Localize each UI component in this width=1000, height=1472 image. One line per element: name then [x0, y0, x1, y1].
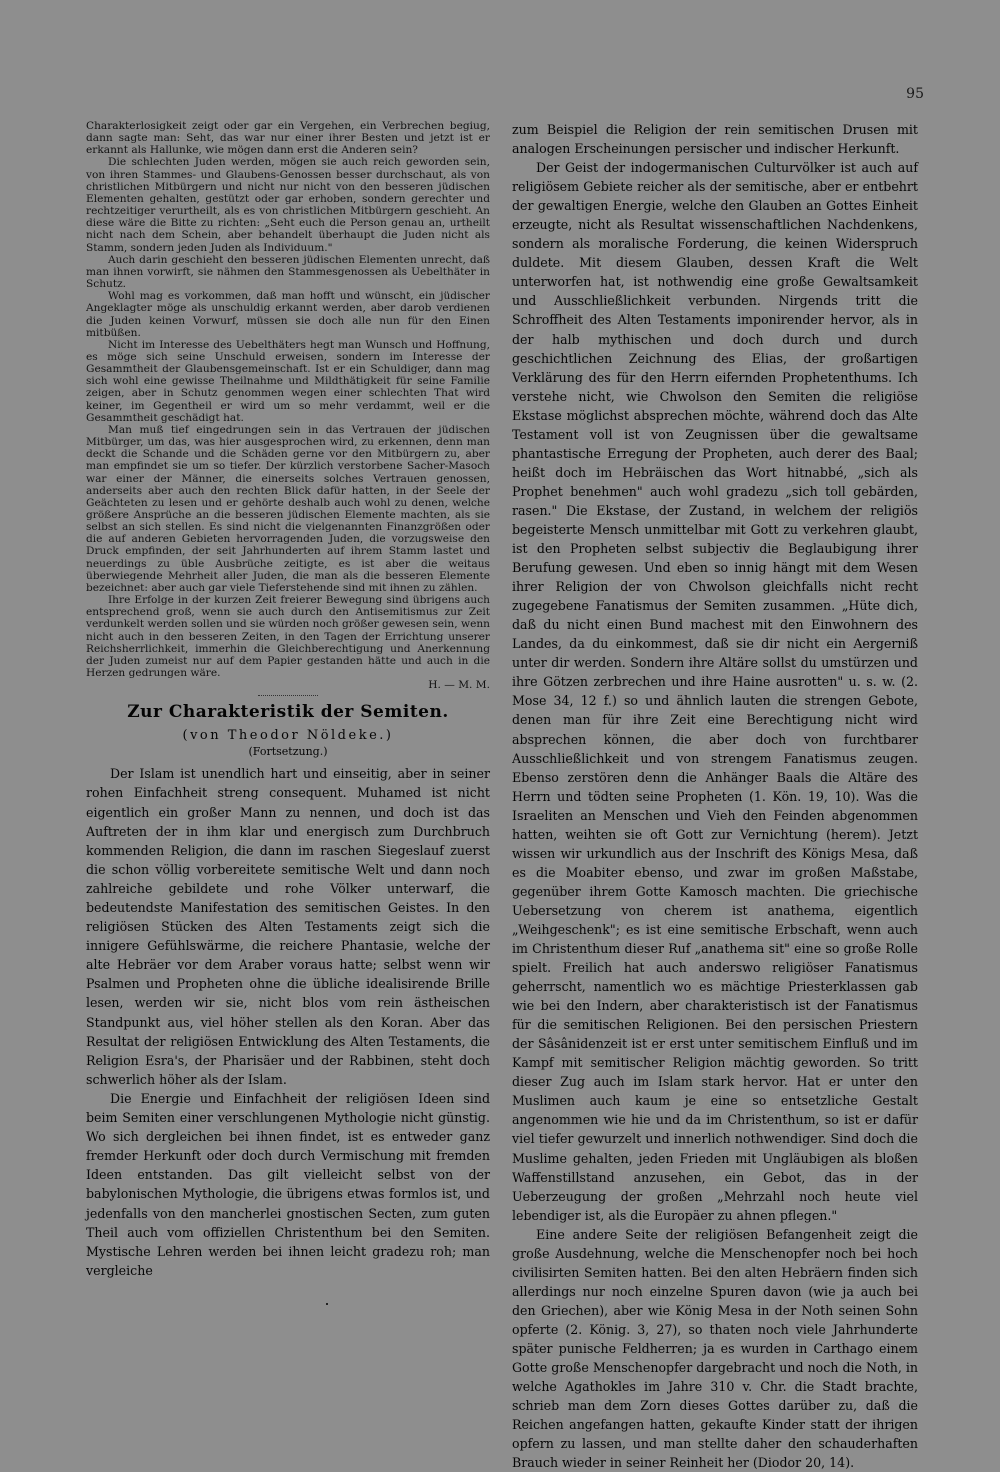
- author-signature: H. — M. M.: [428, 679, 490, 692]
- article-byline: (von Theodor Nöldeke.): [182, 728, 394, 744]
- article-title: Zur Charakteristik der Semiten.: [127, 702, 449, 723]
- section-divider: [258, 695, 318, 696]
- paragraph: Die Energie und Einfachheit der religiösen Ideen sind beim Semiten einer verschlungenen Mythologie nicht günstig. Wo sich dergleichen bei ihnen findet, ist es entweder ganz fremder Herkunft oder doch durch Vermischung mit fremden Ideen entstanden. Das gilt vielleicht selbst von der babylonischen Mythologie, die übrigens etwas formlos ist, und jedenfalls von den mancherlei gnostischen Secten, zum guten Theil auch vom offiziellen Christenthum bei den Semiten. Mystische Lehren werden bei ihnen leicht gradezu roh; man vergleiche: [86, 1090, 490, 1278]
- paragraph: Der Geist der indogermanischen Culturvölker ist auch auf religiösem Gebiete reicher als der semitische, aber er entbehrt der gewaltigen Energie, welche den Glauben an Gottes Einheit erzeugte, nicht als Resultat wissenschaftlichen Nachdenkens, sondern als moralische Forderung, die keinen Widerspruch duldete. Mit diesem Glauben, dessen Kraft die Welt unterworfen hat, ist nothwendig eine große Gewaltsamkeit und Ausschließlichkeit verbunden. Nirgends tritt die Schroffheit des Alten Testaments imponirender hervor, als in der halb mythischen und doch durch und durch geschichtlichen Zeichnung des Elias, der großartigen Verklärung des für den Herrn eifernden Prophetenthums. Ich verstehe nicht, wie Chwolson den Semiten die religiöse Ekstase möglichst absprechen möchte, während doch das Alte Testament voll ist von Zeugnissen über die gewaltsame phantastische Erregung der Propheten, auch derer des Baal; heißt doch im Hebräischen das Wort hitnabbé, „sich als Prophet benehmen" auch wohl gradezu „sich toll gebärden, rasen." Die Ekstase, der Zustand, in welchem der religiös begeisterte Mensch unmittelbar mit Gott zu verkehren glaubt, ist den Propheten selbst subjectiv die Beglaubigung ihrer Berufung gewesen. Und eben so innig hängt mit dem Wesen ihrer Religion der von Chwolson gleichfalls nicht recht zugegebene Fanatismus der Semiten zusammen. „Hüte dich, daß du nicht einen Bund machest mit den Einwohnern des Landes, da du einkommest, daß sie dir nicht ein Aergerniß unter dir werden. Sondern ihre Altäre sollst du umstürzen und ihre Götzen zerbrechen und ihre Haine ausrotten" u. s. w. (2. Mose 34, 12 f.) so und ähnlich lauten die strengen Gebote, denen man für ihre Zeit eine Berechtigung nicht wird absprechen können, die aber doch von furchtbarer Ausschließlichkeit und von strengem Fanatismus zeugen. Ebenso zerstören denn die Anhänger Baals die Altäre des Herrn und tödten seine Propheten (1. Kön. 19, 10). Was die Israeliten an Menschen und Vieh den Feinden abgenommen hatten, weihten sie oft Gott zur Vernichtung (herem). Jetzt wissen wir urkundlich aus der Inschrift des Königs Mesa, daß es die Moabiter ebenso, und zwar im großen Maßstabe, gegenüber ihrem Gotte Kamosch machten. Die griechische Uebersetzung von cherem ist anathema, eigentlich „Weihgeschenk"; es ist eine semitische Erbschaft, wenn auch im Christenthum dieser Ruf „anathema sit" eine so große Rolle spielt. Freilich hat auch anderswo religiöser Fanatismus geherrscht, namentlich wo es mächtige Priesterklassen gab wie bei den Indern, aber charakteristisch ist der Fanatismus für die semitischen Religionen. Bei den persischen Priestern der Sâsânidenzeit ist er erst unter semitischem Einfluß und im Kampf mit semitischer Religion mächtig geworden. So tritt dieser Zug auch im Islam stark hervor. Hat er unter den Muslimen auch kaum je eine so entsetzliche Gestalt angenommen wie hie und da im Christenthum, so ist er dafür viel tiefer gewurzelt und innerlich nothwendiger. Sind doch die Muslime gehalten, jeden Frieden mit Ungläubigen als bloßen Waffenstillstand anzusehen, ein Gebot, das in der Ueberzeugung der großen „Mehrzahl noch heute viel lebendiger ist, als die Europäer zu ahnen pflegen.": [512, 160, 918, 1223]
- left-column: [86, 120, 490, 1280]
- paragraph: Nicht im Interesse des Uebelthäters hegt man Wunsch und Hoffnung, es möge sich seine Unschuld erweisen, sondern im Interesse der Gesammtheit der Glaubensgemeinschaft. Ist er ein Schuldiger, dann mag sich wohl eine gewisse Theilnahme und Mildthätigkeit für seine Familie zeigen, aber in Schutz genommen wegen einer schlechten That wird keiner, im Gegentheil er wird um so mehr verdammt, weil er die Gesammtheit geschädigt hat.: [86, 338, 490, 424]
- paragraph: Charakterlosigkeit zeigt oder gar ein Vergehen, ein Verbrechen begiug, dann sagte man: Seht, das war nur einer ihrer Besten und jetzt ist er erkannt als Hallunke, wie mögen dann erst die Anderen sein?: [86, 120, 490, 157]
- paragraph: Ihre Erfolge in der kurzen Zeit freierer Bewegung sind übrigens auch entsprechend groß, wenn sie auch durch den Antisemitismus zur Zeit verdunkelt werden sollen und sie würden noch größer gewesen sein, wenn nicht auch in den besseren Zeiten, in den Tagen der Errichtung unserer Reichsherrlichkeit, immerhin die Gleichberechtigung und Anerkennung der Juden zumeist nur auf dem Papier gestanden hätte und auch in die Herzen gedrungen wäre.: [86, 594, 490, 680]
- page-number: 95: [906, 86, 924, 102]
- paragraph: Wohl mag es vorkommen, daß man hofft und wünscht, ein jüdischer Angeklagter möge als unschuldig erkannt werden, aber darob verdienen die Juden keinen Vorwurf, müssen sie doch alle nun für den Einen mitbüßen.: [86, 290, 490, 339]
- print-mark: [326, 1303, 328, 1305]
- paragraph: Der Islam ist unendlich hart und einseitig, aber in seiner rohen Einfachheit streng consequent. Muhamed ist nicht eigentlich ein großer Mann zu nennen, und doch ist das Auftreten der in ihm klar und energisch zum Durchbruch kommenden Religion, die dann im raschen Siegeslauf zuerst die schon völlig vorbereitete semitische Welt und dann noch zahlreiche gebildete und rohe Völker unterwarf, die bedeutendste Manifestation des semitischen Geistes. In den religiösen Stücken des Alten Testaments zeigt sich die innigere Gefühlswärme, die reichere Phantasie, welche der alte Hebräer vor dem Araber voraus hatte; selbst wenn wir Psalmen und Propheten ohne die übliche idealisirende Brille lesen, werden wir sie, nicht blos vom rein ästheischen Standpunkt aus, viel höher stellen als den Koran. Aber das Resultat der religiösen Entwicklung des Alten Testaments, die Religion Esra's, der Pharisäer und der Rabbinen, steht doch schwerlich höher als der Islam.: [86, 766, 490, 1087]
- right-column: [512, 120, 918, 1472]
- paragraph: Man muß tief eingedrungen sein in das Vertrauen der jüdischen Mitbürger, um das, was hier ausgesprochen wird, zu erkennen, denn man deckt die Schande und die Schäden gerne vor den Mitbürgern zu, aber man empfindet sie um so tiefer. Der kürzlich verstorbene Sacher-Masoch war einer der Männer, die einerseits solches Vertrauen genossen, anderseits aber auch den rechten Blick dafür hatten, in der Seele der Geächteten zu lesen und er gehörte deshalb auch wohl zu denen, welche größere Ansprüche an die besseren jüdischen Elemente machten, als sie selbst an sich stellen. Es sind nicht die vielgenannten Finanzgrößen oder die auf anderen Gebieten hervorragenden Juden, die vorzugsweise den Druck empfinden, der seit Jahrhunderten auf ihrem Stamm lastet und neuerdings zu üble Ausbrüche zeitigte, es ist aber die weitaus überwiegende Mehrheit aller Juden, die man als die besseren Elemente bezeichnet: aber auch gar viele Tieferstehende sind mit ihnen zu zählen.: [86, 423, 490, 594]
- paragraph: Eine andere Seite der religiösen Befangenheit zeigt die große Ausdehnung, welche die Menschenopfer noch bei hoch civilisirten Semiten hatten. Bei den alten Hebräern finden sich allerdings nur noch einzelne Spuren davon (wie ja auch bei den Griechen), aber wie König Mesa in der Noth seinen Sohn opferte (2. König. 3, 27), so thaten noch viele Jahrhunderte später punische Feldherren; ja es wurden in Carthago einem Gotte große Menschenopfer dargebracht und noch die Noth, in welche Agathokles im Jahre 310 v. Chr. die Stadt brachte, schrieb man dem Zorn dieses Gottes darüber zu, daß die Reichen angefangen hatten, gekaufte Kinder statt der ihrigen opfern zu lassen, und man stellte daher den schauderhaften Brauch wieder in seiner Reinheit her (Diodor 20, 14).: [512, 1226, 918, 1471]
- paragraph: Auch darin geschieht den besseren jüdischen Elementen unrecht, daß man ihnen vorwirft, sie nähmen den Stammesgenossen als Uebelthäter in Schutz.: [86, 253, 490, 291]
- continuation-note: (Fortsetzung.): [248, 745, 328, 759]
- paragraph: zum Beispiel die Religion der rein semitischen Drusen mit analogen Erscheinungen persischer und indischer Herkunft.: [512, 122, 918, 157]
- paragraph: Die schlechten Juden werden, mögen sie auch reich geworden sein, von ihren Stammes- und Glaubens-Genossen besser durchschaut, als von christlichen Mitbürgern und nicht nur nicht von den besseren jüdischen Elementen gehalten, gestützt oder gar erhoben, sondern gerechter und rechtzeitiger verurtheilt, als es von christlichen Mitbürgern geschieht. An diese wäre die Bitte zu richten: „Seht euch die Person genau an, urtheilt nicht nach dem Schein, aber behandelt überhaupt die Juden nicht als Stamm, sondern jeden Juden als Individuum.": [86, 156, 490, 254]
